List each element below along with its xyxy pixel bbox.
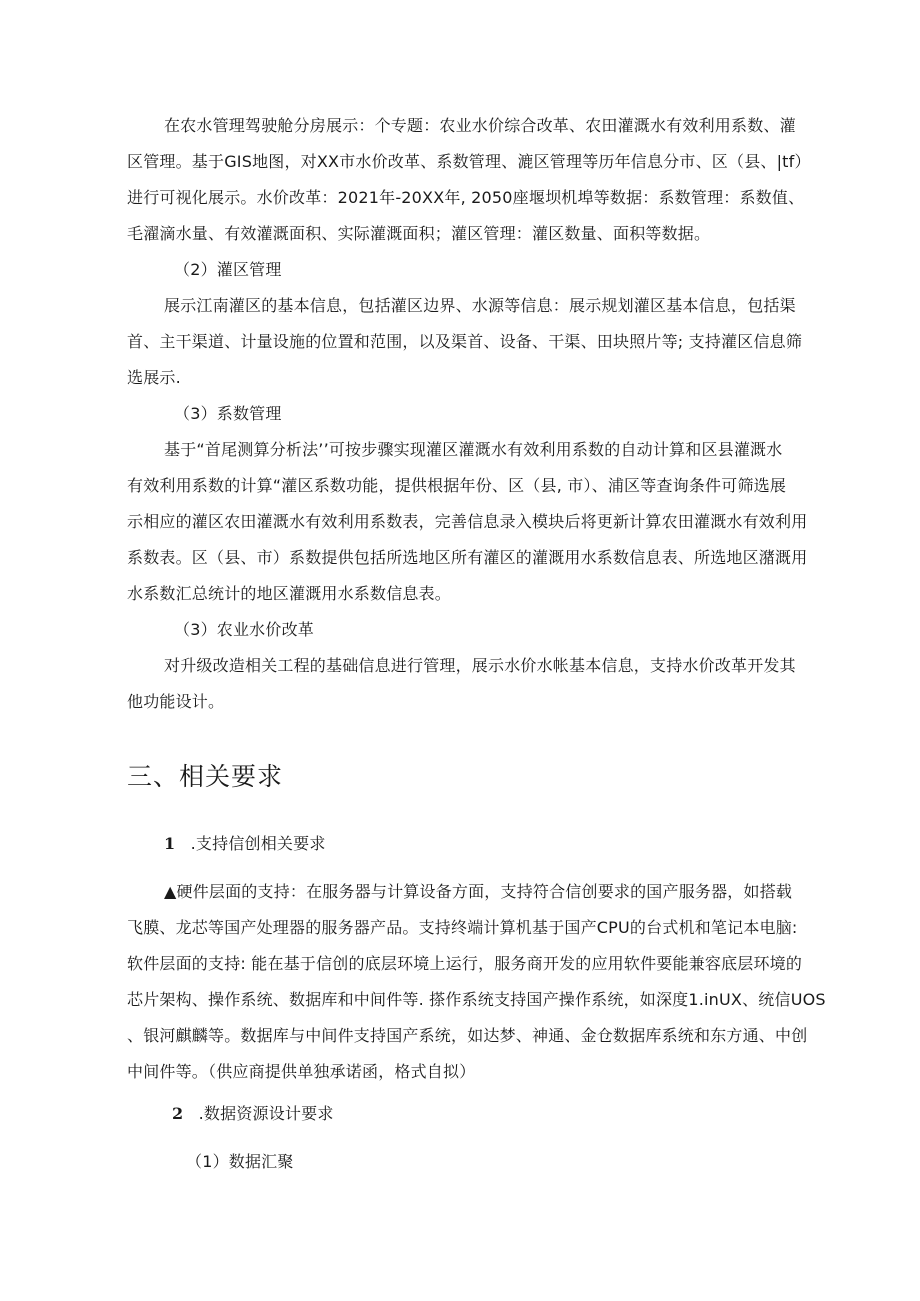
para2-line-1: 展示江南灌区的基本信息，包括灌区边界、水源等信息：展示规划灌区基本信息，包括渠 (164, 296, 796, 315)
para5-line-5: 、银河麒麟等。数据库与中间件支持国产系统，如达梦、神通、金仓数据库系统和东方通、中创 (127, 1026, 808, 1045)
para4-line-1: 对升级改造相关工程的基础信息进行管理，展示水价水帐基本信息，支持水价改革开发其 (164, 656, 796, 675)
para5-line-1: ▲硬件层面的支持：在服务器与计算设备方面，支持符合信创要求的国产服务器，如搭载 (164, 882, 793, 901)
item2-number: 2 (172, 1104, 184, 1123)
section-title-requirements: 三、相关要求 (127, 762, 284, 791)
item1-label: .支持信创相关要求 (190, 834, 326, 853)
item1-heading (164, 834, 326, 854)
subheading-irrigation-management: （2）灌区管理 (174, 260, 282, 279)
para5-line-6: 中间件等。（供应商提供单独承诺函，格式自拟） (127, 1062, 476, 1081)
para3-line-3: 示相应的灌区农田灌溉水有效利用系数表，完善信息录入模块后将更新计算农田灌溉水有效利用 (127, 512, 808, 531)
para5-line-4: 芯片架构、操作系统、数据库和中间件等. 搽作系统支持国产操作系统，如深度1.inUX、统信UOS (127, 990, 826, 1009)
subheading-water-price-reform: （3）农业水价改革 (174, 620, 314, 639)
para2-line-3: 选展示. (127, 368, 181, 387)
subheading-data-aggregation: （1）数据汇聚 (186, 1152, 294, 1171)
para1-line-1: 在农水管理驾驶舱分房展示：个专题：农业水价综合改革、农田灌溉水有效利用系数、灌 (164, 116, 796, 135)
para1-line-3: 进行可视化展示。水价改革：2021年-20XX年, 2050座堰坝机埠等数据：系数管理：系数值、 (127, 188, 805, 207)
para3-line-2: 有效利用系数的计算“灌区系数功能，提供根据年份、区（县, 市）、浦区等查询条件可筛选展 (127, 476, 787, 495)
para5-line-3: 软件层面的支持: 能在基于信创的底层环境上运行，服务商开发的应用软件要能兼容底层环境的 (127, 954, 803, 973)
para5-line-2: 飞膜、龙芯等国产处理器的服务器产品。支持终端计算机基于国产CPU的台式机和笔记本电脑: (127, 918, 798, 937)
para1-line-2: 区管理。基于GIS地图，对XX市水价改革、系数管理、漉区管理等历年信息分市、区（县、|tf） (127, 152, 811, 171)
para3-line-1: 基于“首尾测算分析法’’可按步骤实现灌区灌溉水有效利用系数的自动计算和区县灌溉水 (164, 440, 783, 459)
subheading-coefficient-management: （3）系数管理 (174, 404, 282, 423)
para2-line-2: 首、主干渠道、计量设施的位置和范围，以及渠首、设备、干渠、田块照片等; 支持灌区信息筛 (127, 332, 803, 351)
para3-line-5: 水系数汇总统计的地区灌溉用水系数信息表。 (127, 584, 452, 603)
para3-line-4: 系数表。区（县、市）系数提供包括所选地区所有灌区的灌溉用水系数信息表、所选地区潴溉用 (127, 548, 808, 567)
item1-number: 1 (164, 834, 176, 853)
para4-line-2: 他功能设计。 (127, 692, 225, 711)
item2-heading (172, 1104, 334, 1124)
para1-line-4: 毛濯滴水量、有效灌溉面积、实际灌溉面积；灌区管理：灌区数量、面积等数据。 (127, 224, 711, 243)
item2-label: .数据资源设计要求 (198, 1104, 334, 1123)
